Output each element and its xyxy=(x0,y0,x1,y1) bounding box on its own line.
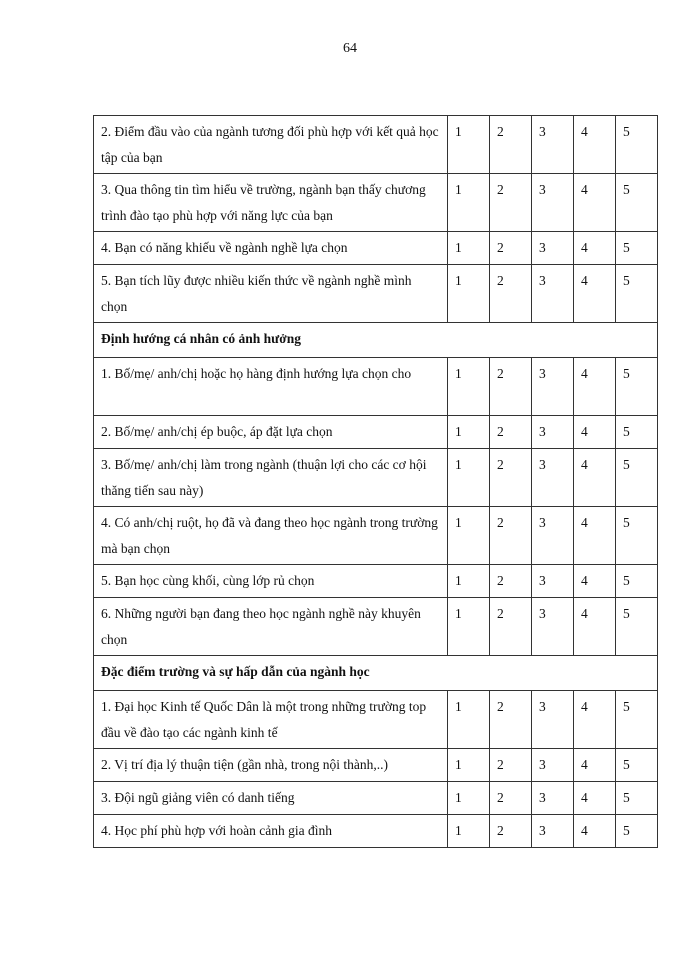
score-option-4[interactable]: 4 xyxy=(574,416,616,449)
score-option-1[interactable]: 1 xyxy=(448,265,490,323)
score-option-3[interactable]: 3 xyxy=(532,507,574,565)
score-option-1[interactable]: 1 xyxy=(448,815,490,848)
score-option-3[interactable]: 3 xyxy=(532,565,574,598)
score-option-5[interactable]: 5 xyxy=(616,691,658,749)
section-title: Định hướng cá nhân có ảnh hưởng xyxy=(94,323,658,358)
score-option-5[interactable]: 5 xyxy=(616,565,658,598)
score-option-2[interactable]: 2 xyxy=(490,565,532,598)
score-option-1[interactable]: 1 xyxy=(448,232,490,265)
score-option-3[interactable]: 3 xyxy=(532,449,574,507)
item-statement: 2. Bố/mẹ/ anh/chị ép buộc, áp đặt lựa chọn xyxy=(94,416,448,449)
score-option-2[interactable]: 2 xyxy=(490,449,532,507)
score-option-3[interactable]: 3 xyxy=(532,116,574,174)
score-option-5[interactable]: 5 xyxy=(616,815,658,848)
score-option-5[interactable]: 5 xyxy=(616,265,658,323)
survey-item-row xyxy=(94,749,658,782)
score-option-5[interactable]: 5 xyxy=(616,116,658,174)
score-option-2[interactable]: 2 xyxy=(490,691,532,749)
score-option-5[interactable]: 5 xyxy=(616,598,658,656)
score-option-2[interactable]: 2 xyxy=(490,265,532,323)
score-option-4[interactable]: 4 xyxy=(574,565,616,598)
score-option-2[interactable]: 2 xyxy=(490,598,532,656)
score-option-5[interactable]: 5 xyxy=(616,416,658,449)
item-statement: 5. Bạn tích lũy được nhiều kiến thức về ngành nghề mình chọn xyxy=(94,265,448,323)
survey-item-row xyxy=(94,691,658,749)
score-option-3[interactable]: 3 xyxy=(532,358,574,416)
score-option-1[interactable]: 1 xyxy=(448,416,490,449)
item-statement: 1. Đại học Kinh tế Quốc Dân là một trong những trường top đầu về đào tạo các ngành kinh tế xyxy=(94,691,448,749)
score-option-3[interactable]: 3 xyxy=(532,232,574,265)
score-option-4[interactable]: 4 xyxy=(574,232,616,265)
score-option-4[interactable]: 4 xyxy=(574,174,616,232)
item-statement: 6. Những người bạn đang theo học ngành nghề này khuyên chọn xyxy=(94,598,448,656)
score-option-1[interactable]: 1 xyxy=(448,358,490,416)
score-option-1[interactable]: 1 xyxy=(448,116,490,174)
score-option-1[interactable]: 1 xyxy=(448,565,490,598)
score-option-3[interactable]: 3 xyxy=(532,416,574,449)
score-option-2[interactable]: 2 xyxy=(490,232,532,265)
item-statement: 1. Bố/mẹ/ anh/chị hoặc họ hàng định hướng lựa chọn cho xyxy=(94,358,448,416)
score-option-5[interactable]: 5 xyxy=(616,782,658,815)
item-statement: 3. Bố/mẹ/ anh/chị làm trong ngành (thuận lợi cho các cơ hội thăng tiến sau này) xyxy=(94,449,448,507)
score-option-2[interactable]: 2 xyxy=(490,174,532,232)
survey-table-body xyxy=(94,116,658,848)
section-title: Đặc điểm trường và sự hấp dẫn của ngành học xyxy=(94,656,658,691)
score-option-1[interactable]: 1 xyxy=(448,507,490,565)
score-option-5[interactable]: 5 xyxy=(616,174,658,232)
score-option-2[interactable]: 2 xyxy=(490,749,532,782)
score-option-2[interactable]: 2 xyxy=(490,416,532,449)
score-option-3[interactable]: 3 xyxy=(532,598,574,656)
score-option-4[interactable]: 4 xyxy=(574,691,616,749)
score-option-4[interactable]: 4 xyxy=(574,449,616,507)
score-option-4[interactable]: 4 xyxy=(574,358,616,416)
survey-item-row xyxy=(94,174,658,232)
score-option-2[interactable]: 2 xyxy=(490,507,532,565)
score-option-5[interactable]: 5 xyxy=(616,449,658,507)
item-statement: 3. Đội ngũ giảng viên có danh tiếng xyxy=(94,782,448,815)
score-option-3[interactable]: 3 xyxy=(532,265,574,323)
item-statement: 4. Học phí phù hợp với hoàn cảnh gia đình xyxy=(94,815,448,848)
score-option-5[interactable]: 5 xyxy=(616,232,658,265)
survey-item-row xyxy=(94,449,658,507)
score-option-1[interactable]: 1 xyxy=(448,782,490,815)
score-option-5[interactable]: 5 xyxy=(616,358,658,416)
survey-item-row xyxy=(94,598,658,656)
score-option-4[interactable]: 4 xyxy=(574,507,616,565)
score-option-4[interactable]: 4 xyxy=(574,749,616,782)
score-option-4[interactable]: 4 xyxy=(574,815,616,848)
score-option-4[interactable]: 4 xyxy=(574,598,616,656)
score-option-4[interactable]: 4 xyxy=(574,782,616,815)
score-option-3[interactable]: 3 xyxy=(532,749,574,782)
survey-table xyxy=(93,115,658,848)
item-statement: 3. Qua thông tin tìm hiểu về trường, ngành bạn thấy chương trình đào tạo phù hợp với năng lực của bạn xyxy=(94,174,448,232)
survey-item-row xyxy=(94,507,658,565)
score-option-3[interactable]: 3 xyxy=(532,174,574,232)
score-option-3[interactable]: 3 xyxy=(532,815,574,848)
score-option-2[interactable]: 2 xyxy=(490,782,532,815)
survey-item-row xyxy=(94,265,658,323)
score-option-3[interactable]: 3 xyxy=(532,691,574,749)
section-header-row xyxy=(94,656,658,691)
survey-item-row xyxy=(94,116,658,174)
survey-item-row xyxy=(94,358,658,416)
score-option-1[interactable]: 1 xyxy=(448,449,490,507)
survey-item-row xyxy=(94,565,658,598)
section-header-row xyxy=(94,323,658,358)
item-statement: 2. Vị trí địa lý thuận tiện (gần nhà, trong nội thành,..) xyxy=(94,749,448,782)
item-statement: 2. Điểm đầu vào của ngành tương đối phù hợp với kết quả học tập của bạn xyxy=(94,116,448,174)
score-option-3[interactable]: 3 xyxy=(532,782,574,815)
score-option-5[interactable]: 5 xyxy=(616,749,658,782)
score-option-5[interactable]: 5 xyxy=(616,507,658,565)
score-option-1[interactable]: 1 xyxy=(448,598,490,656)
survey-item-row xyxy=(94,416,658,449)
score-option-4[interactable]: 4 xyxy=(574,265,616,323)
survey-item-row xyxy=(94,232,658,265)
score-option-2[interactable]: 2 xyxy=(490,116,532,174)
item-statement: 4. Bạn có năng khiếu về ngành nghề lựa chọn xyxy=(94,232,448,265)
score-option-1[interactable]: 1 xyxy=(448,691,490,749)
score-option-2[interactable]: 2 xyxy=(490,358,532,416)
survey-item-row xyxy=(94,782,658,815)
score-option-4[interactable]: 4 xyxy=(574,116,616,174)
score-option-1[interactable]: 1 xyxy=(448,749,490,782)
survey-item-row xyxy=(94,815,658,848)
score-option-1[interactable]: 1 xyxy=(448,174,490,232)
score-option-2[interactable]: 2 xyxy=(490,815,532,848)
item-statement: 4. Có anh/chị ruột, họ đã và đang theo học ngành trong trường mà bạn chọn xyxy=(94,507,448,565)
page-number: 64 xyxy=(343,41,357,56)
item-statement: 5. Bạn học cùng khối, cùng lớp rủ chọn xyxy=(94,565,448,598)
